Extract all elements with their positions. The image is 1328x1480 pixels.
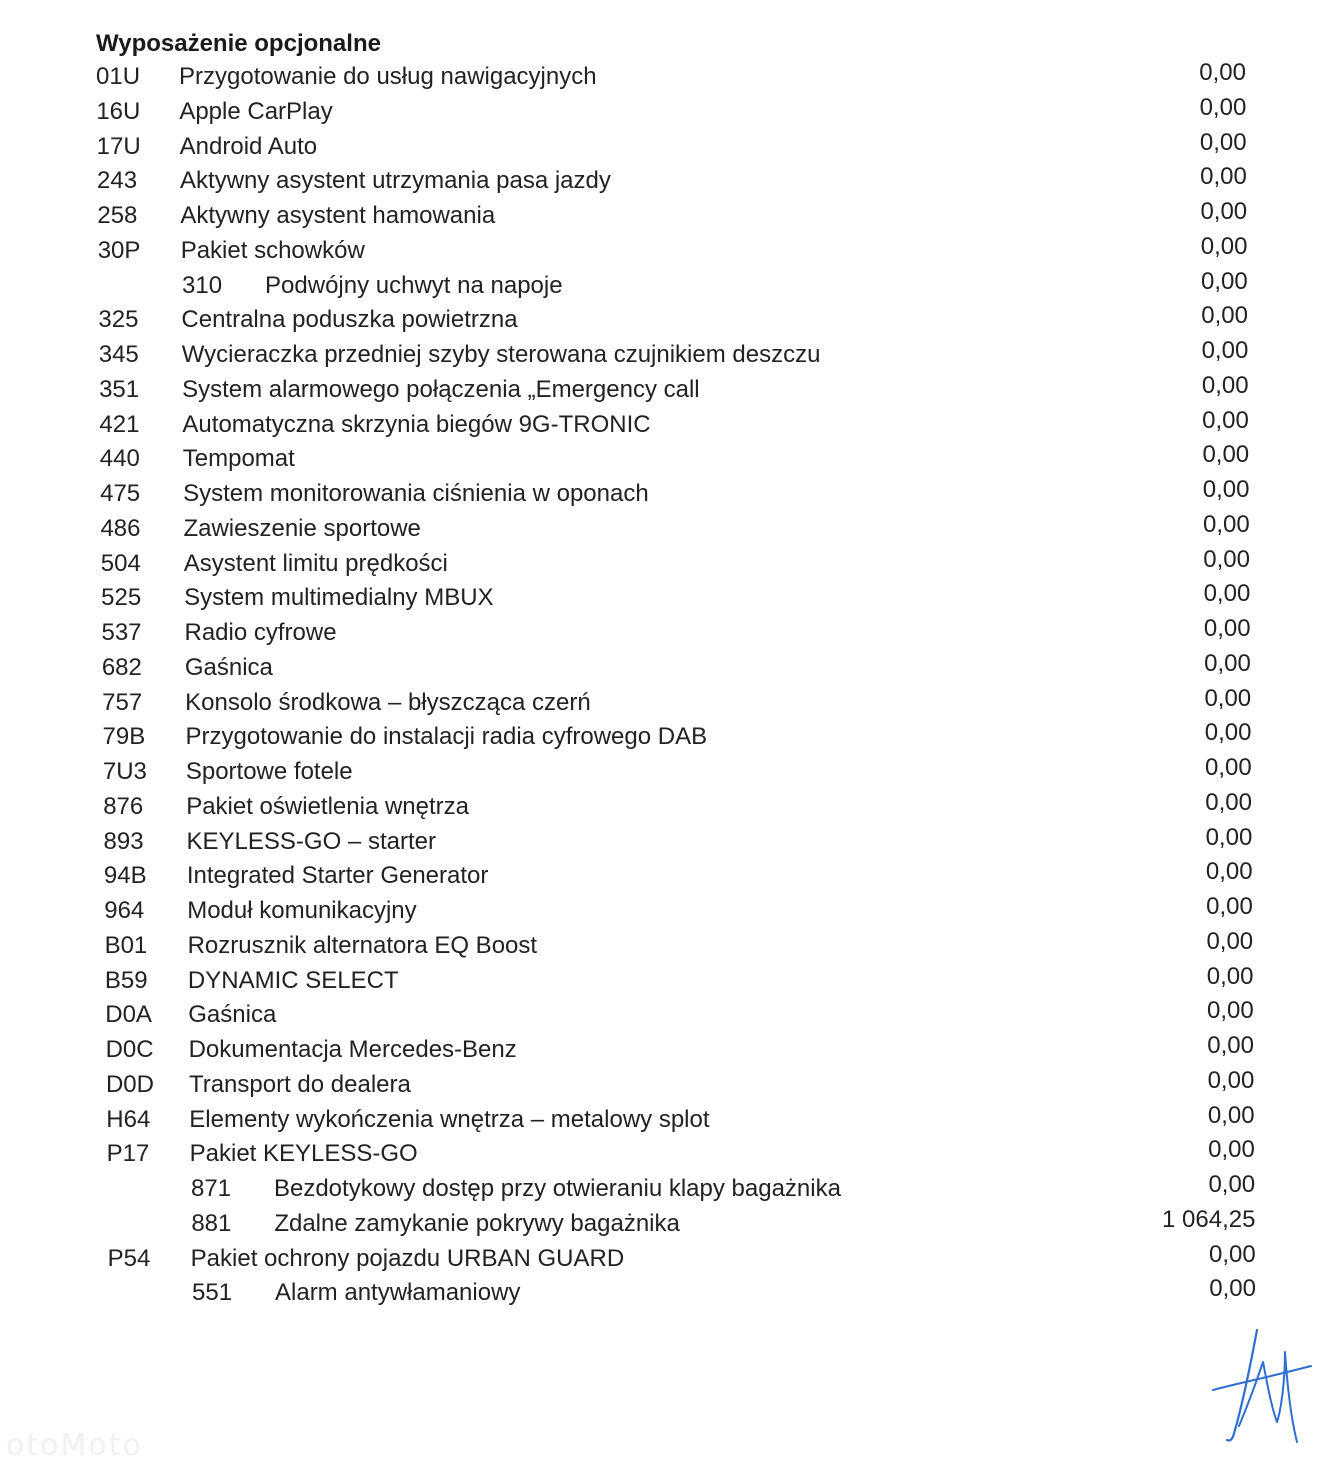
equipment-description: Pakiet oświetlenia wnętrza	[186, 792, 469, 820]
equipment-description: Transport do dealera	[188, 1070, 411, 1098]
equipment-description: Android Auto	[179, 132, 318, 160]
equipment-description: Przygotowanie do instalacji radia cyfrowego DAB	[185, 723, 708, 751]
equipment-row	[0, 164, 1328, 199]
equipment-code: 351	[99, 375, 140, 403]
equipment-code: 01U	[96, 63, 141, 90]
equipment-code: 30P	[97, 236, 141, 264]
equipment-description: Asystent limitu prędkości	[183, 549, 448, 577]
equipment-code: B59	[104, 966, 148, 994]
equipment-price: 0,00	[1206, 962, 1254, 990]
equipment-code: 475	[100, 480, 141, 507]
equipment-row	[0, 269, 1328, 304]
equipment-price: 0,00	[1199, 59, 1246, 86]
equipment-price: 0,00	[1201, 267, 1248, 295]
equipment-code: 243	[97, 167, 138, 195]
handwritten-signature	[1205, 1322, 1315, 1448]
equipment-row	[0, 303, 1328, 338]
equipment-row	[0, 199, 1328, 234]
equipment-code: 876	[103, 792, 144, 820]
equipment-price: 0,00	[1204, 719, 1252, 747]
equipment-row	[0, 720, 1328, 755]
equipment-row	[0, 790, 1328, 825]
equipment-description: Alarm antywłamaniowy	[275, 1279, 521, 1307]
equipment-row	[0, 60, 1328, 95]
equipment-description: System alarmowego połączenia „Emergency call	[182, 375, 700, 403]
equipment-description: Integrated Starter Generator	[186, 862, 489, 890]
equipment-description: Sportowe fotele	[185, 758, 353, 785]
equipment-code: 16U	[96, 97, 141, 125]
equipment-price: 0,00	[1202, 406, 1249, 434]
equipment-description: Aktywny asystent hamowania	[180, 202, 496, 229]
equipment-row	[0, 1242, 1328, 1277]
equipment-description: Zawieszenie sportowe	[183, 514, 421, 542]
equipment-row	[0, 859, 1328, 894]
equipment-code: 757	[102, 688, 143, 716]
equipment-row	[0, 373, 1328, 408]
equipment-price: 0,00	[1207, 1101, 1255, 1129]
equipment-code: 964	[104, 897, 145, 924]
equipment-row	[0, 1033, 1328, 1068]
equipment-description: Pakiet ochrony pojazdu URBAN GUARD	[190, 1244, 625, 1272]
equipment-row	[0, 616, 1328, 651]
equipment-price: 0,00	[1208, 1171, 1256, 1198]
equipment-code: 881	[191, 1209, 232, 1237]
equipment-description: Moduł komunikacyjny	[187, 897, 417, 924]
equipment-row	[0, 1207, 1328, 1242]
equipment-price: 0,00	[1200, 232, 1248, 260]
equipment-row	[0, 929, 1328, 964]
equipment-price: 0,00	[1199, 93, 1247, 121]
equipment-code: 893	[103, 827, 144, 855]
equipment-row	[0, 1068, 1328, 1103]
equipment-price: 0,00	[1208, 1136, 1255, 1164]
equipment-description: Gaśnica	[184, 653, 273, 681]
equipment-row	[0, 1276, 1328, 1311]
equipment-code: 17U	[96, 132, 141, 160]
equipment-code: 79B	[102, 723, 146, 751]
equipment-row	[0, 686, 1328, 721]
equipment-code: P17	[106, 1140, 150, 1168]
equipment-description: Rozrusznik alternatora EQ Boost	[187, 931, 538, 959]
equipment-row	[0, 1103, 1328, 1138]
equipment-code: D0C	[105, 1036, 154, 1063]
equipment-row	[0, 1172, 1328, 1207]
equipment-code: 440	[99, 445, 140, 473]
section-heading: Wyposażenie opcjonalne	[96, 30, 381, 57]
equipment-row	[0, 581, 1328, 616]
equipment-price: 0,00	[1206, 893, 1253, 920]
equipment-code: 871	[190, 1175, 232, 1202]
equipment-code: 258	[97, 202, 138, 229]
equipment-price: 0,00	[1209, 1275, 1256, 1303]
equipment-code: 7U3	[102, 758, 147, 785]
equipment-price: 0,00	[1207, 1066, 1255, 1094]
equipment-description: Przygotowanie do usług nawigacyjnych	[179, 63, 597, 90]
equipment-code: 345	[98, 341, 139, 368]
equipment-code: 310	[182, 271, 223, 299]
equipment-price: 0,00	[1199, 128, 1247, 156]
equipment-description: Aktywny asystent utrzymania pasa jazdy	[180, 167, 611, 195]
equipment-price: 0,00	[1209, 1240, 1256, 1268]
equipment-row	[0, 755, 1328, 790]
equipment-description: Elementy wykończenia wnętrza – metalowy splot	[189, 1105, 710, 1133]
equipment-row	[0, 408, 1328, 443]
equipment-row	[0, 477, 1328, 512]
equipment-row	[0, 998, 1328, 1033]
equipment-description: System monitorowania ciśnienia w oponach	[183, 480, 649, 507]
equipment-description: Gaśnica	[188, 1001, 277, 1029]
equipment-row	[0, 825, 1328, 860]
equipment-row	[0, 964, 1328, 999]
equipment-description: System multimedialny MBUX	[184, 584, 494, 612]
equipment-row	[0, 651, 1328, 686]
equipment-code: 94B	[103, 862, 147, 890]
equipment-price: 0,00	[1201, 371, 1249, 399]
equipment-code: 551	[192, 1279, 233, 1307]
equipment-description: Centralna poduszka powietrzna	[181, 306, 518, 334]
equipment-price: 0,00	[1206, 927, 1254, 955]
equipment-code: 525	[101, 584, 142, 612]
equipment-price: 0,00	[1200, 163, 1247, 191]
equipment-row	[0, 130, 1328, 165]
equipment-description: KEYLESS-GO – starter	[186, 827, 436, 855]
equipment-code: D0A	[105, 1001, 152, 1029]
equipment-price: 0,00	[1203, 545, 1250, 573]
equipment-code: 504	[100, 549, 141, 577]
equipment-code: B01	[104, 931, 148, 959]
equipment-price: 0,00	[1205, 788, 1252, 816]
equipment-description: Automatyczna skrzynia biegów 9G-TRONIC	[182, 410, 651, 438]
equipment-price: 0,00	[1202, 476, 1250, 503]
equipment-price: 0,00	[1207, 997, 1254, 1025]
equipment-code: D0D	[105, 1070, 154, 1098]
equipment-price: 0,00	[1205, 754, 1252, 781]
equipment-description: Tempomat	[182, 445, 295, 473]
equipment-price: 0,00	[1203, 510, 1250, 538]
equipment-price: 0,00	[1204, 649, 1251, 677]
equipment-description: Pakiet schowków	[180, 236, 365, 264]
equipment-description: Podwójny uchwyt na napoje	[265, 271, 563, 299]
equipment-price: 0,00	[1204, 684, 1252, 712]
equipment-code: 325	[98, 306, 139, 334]
equipment-price: 0,00	[1202, 441, 1250, 469]
equipment-description: Bezdotykowy dostęp przy otwieraniu klapy bagażnika	[273, 1175, 841, 1202]
equipment-description: DYNAMIC SELECT	[187, 966, 399, 994]
equipment-row	[0, 234, 1328, 269]
equipment-description: Apple CarPlay	[179, 97, 333, 125]
equipment-code: H64	[106, 1105, 151, 1133]
equipment-price: 0,00	[1203, 615, 1251, 642]
equipment-row	[0, 547, 1328, 582]
equipment-description: Konsolo środkowa – błyszcząca czerń	[185, 688, 591, 716]
equipment-description: Pakiet KEYLESS-GO	[189, 1140, 418, 1168]
equipment-description: Wycieraczka przedniej szyby sterowana czujnikiem deszczu	[181, 341, 821, 368]
equipment-code: 537	[101, 619, 142, 646]
equipment-description: Zdalne zamykanie pokrywy bagażnika	[274, 1209, 680, 1237]
equipment-code: 682	[101, 653, 142, 681]
equipment-price: 0,00	[1201, 302, 1248, 330]
equipment-price: 0,00	[1205, 823, 1253, 851]
equipment-row	[0, 512, 1328, 547]
equipment-row	[0, 338, 1328, 373]
equipment-description: Dokumentacja Mercedes-Benz	[188, 1036, 517, 1063]
equipment-price: 0,00	[1203, 580, 1251, 608]
equipment-description: Radio cyfrowe	[184, 619, 337, 646]
equipment-row	[0, 894, 1328, 929]
equipment-price: 0,00	[1205, 858, 1253, 886]
equipment-code: 486	[100, 514, 141, 542]
equipment-row	[0, 1137, 1328, 1172]
equipment-price: 0,00	[1200, 198, 1248, 225]
equipment-code: P54	[107, 1244, 151, 1272]
equipment-code: 421	[99, 410, 140, 438]
equipment-price: 0,00	[1207, 1032, 1254, 1059]
equipment-row	[0, 442, 1328, 477]
equipment-list	[0, 60, 1328, 1311]
equipment-price: 1 064,25	[1162, 1205, 1256, 1233]
watermark-text: otoMoto	[6, 1428, 143, 1463]
equipment-price: 0,00	[1201, 337, 1249, 364]
equipment-row	[0, 95, 1328, 130]
